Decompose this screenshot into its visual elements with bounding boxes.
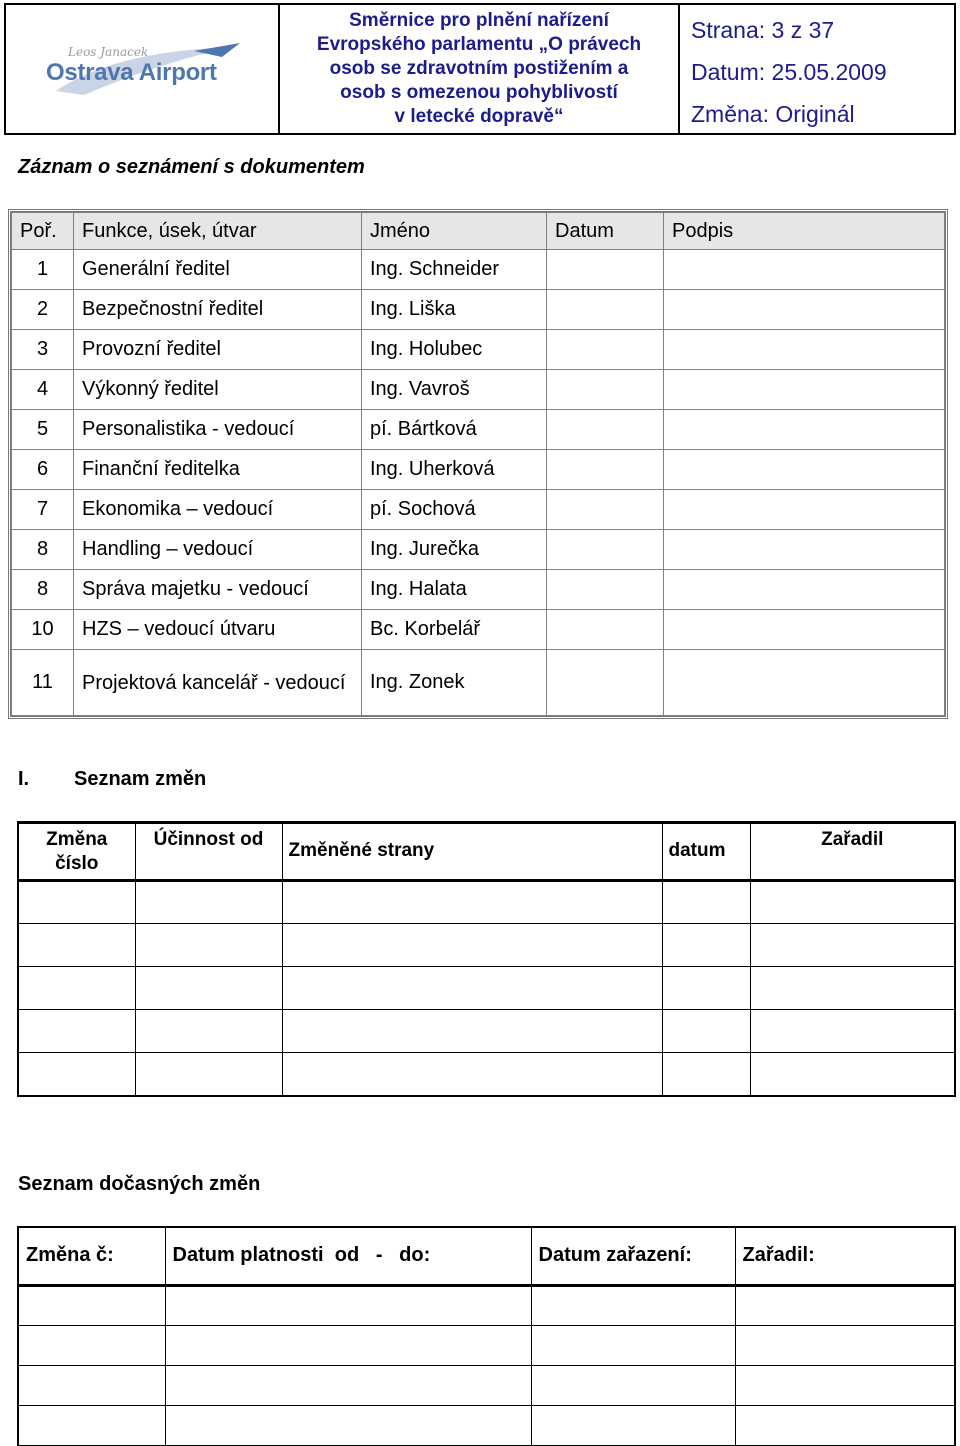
- empty-cell: [662, 1010, 750, 1053]
- signature-cell: [664, 250, 945, 290]
- document-title: [280, 5, 680, 133]
- empty-cell: [662, 881, 750, 924]
- row-number: 3: [12, 330, 74, 370]
- title-line: osob se zdravotním postižením a: [329, 58, 629, 79]
- empty-cell: [282, 881, 662, 924]
- table-row: [18, 1053, 955, 1096]
- empty-cell: [18, 1010, 135, 1053]
- table-row: [18, 1405, 955, 1445]
- empty-cell: [735, 1405, 955, 1445]
- name-cell: Ing. Zonek: [362, 650, 547, 716]
- date-cell: [547, 330, 664, 370]
- title-line: Směrnice pro plnění nařízení: [349, 10, 609, 31]
- date-cell: [547, 370, 664, 410]
- empty-cell: [18, 1405, 165, 1445]
- table-row: [12, 570, 945, 610]
- role-cell: Výkonný ředitel: [74, 370, 362, 410]
- empty-cell: [165, 1405, 531, 1445]
- empty-cell: [735, 1285, 955, 1325]
- date-cell: [547, 530, 664, 570]
- table-row: [18, 1010, 955, 1053]
- name-cell: Ing. Vavroš: [362, 370, 547, 410]
- table-row: [12, 410, 945, 450]
- table-row: [12, 370, 945, 410]
- signature-cell: [664, 530, 945, 570]
- empty-cell: [662, 1053, 750, 1096]
- empty-cell: [662, 924, 750, 967]
- column-header: datum: [662, 823, 750, 881]
- empty-cell: [135, 924, 282, 967]
- table-header-row: [18, 823, 955, 881]
- signature-cell: [664, 610, 945, 650]
- empty-cell: [18, 924, 135, 967]
- signature-cell: [664, 570, 945, 610]
- column-header: Změněné strany: [282, 823, 662, 881]
- row-number: 10: [12, 610, 74, 650]
- table-row: [12, 290, 945, 330]
- page-number: Strana: 3 z 37: [691, 17, 835, 43]
- row-number: 6: [12, 450, 74, 490]
- name-cell: Ing. Halata: [362, 570, 547, 610]
- empty-cell: [750, 967, 955, 1010]
- role-cell: Handling – vedoucí: [74, 530, 362, 570]
- document-date: Datum: 25.05.2009: [691, 59, 887, 85]
- row-number: 2: [12, 290, 74, 330]
- signature-cell: [664, 650, 945, 716]
- row-number: 7: [12, 490, 74, 530]
- column-header: Zařadil: [750, 823, 955, 881]
- table-row: [18, 967, 955, 1010]
- table-header-row: [18, 1227, 955, 1285]
- role-cell: Personalistika - vedoucí: [74, 410, 362, 450]
- name-cell: Ing. Holubec: [362, 330, 547, 370]
- date-cell: [547, 290, 664, 330]
- empty-cell: [18, 1285, 165, 1325]
- role-cell: Projektová kancelář - vedoucí: [74, 650, 362, 716]
- role-cell: Bezpečnostní ředitel: [74, 290, 362, 330]
- table-row: [12, 450, 945, 490]
- signature-cell: [664, 290, 945, 330]
- document-header: [4, 3, 956, 135]
- changes-table: [17, 821, 956, 1097]
- empty-cell: [18, 881, 135, 924]
- table-row: [12, 250, 945, 290]
- date-cell: [547, 410, 664, 450]
- empty-cell: [165, 1325, 531, 1365]
- column-header: Poř.: [12, 213, 74, 250]
- empty-cell: [135, 1053, 282, 1096]
- column-header: Datum zařazení:: [531, 1227, 735, 1285]
- date-cell: [547, 450, 664, 490]
- name-cell: Ing. Jurečka: [362, 530, 547, 570]
- logo-signature: Leos Janacek: [68, 45, 149, 59]
- temporary-changes-heading: Seznam dočasných změn: [18, 1173, 261, 1195]
- table-header-row: [12, 213, 945, 250]
- empty-cell: [750, 924, 955, 967]
- column-header: Podpis: [664, 213, 945, 250]
- table-row: [12, 530, 945, 570]
- empty-cell: [282, 1053, 662, 1096]
- date-cell: [547, 650, 664, 716]
- title-line: osob s omezenou pohyblivostí: [340, 82, 618, 103]
- signature-cell: [664, 490, 945, 530]
- date-cell: [547, 490, 664, 530]
- row-number: 8: [12, 530, 74, 570]
- table-row: [12, 490, 945, 530]
- name-cell: Ing. Uherková: [362, 450, 547, 490]
- column-header: Účinnost od: [135, 823, 282, 881]
- date-cell: [547, 570, 664, 610]
- column-header: Jméno: [362, 213, 547, 250]
- empty-cell: [18, 1325, 165, 1365]
- role-cell: Ekonomika – vedoucí: [74, 490, 362, 530]
- empty-cell: [18, 1365, 165, 1405]
- empty-cell: [282, 1010, 662, 1053]
- row-number: 1: [12, 250, 74, 290]
- empty-cell: [165, 1285, 531, 1325]
- name-cell: Ing. Schneider: [362, 250, 547, 290]
- empty-cell: [531, 1405, 735, 1445]
- empty-cell: [135, 1010, 282, 1053]
- column-header-change-number: [18, 823, 135, 881]
- title-line: v letecké dopravě“: [394, 106, 564, 127]
- name-cell: pí. Bártková: [362, 410, 547, 450]
- table-row: [18, 1365, 955, 1405]
- signature-cell: [664, 330, 945, 370]
- empty-cell: [750, 1053, 955, 1096]
- signature-cell: [664, 370, 945, 410]
- title-line: Evropského parlamentu „O právech: [316, 34, 642, 55]
- column-header: Změna č:: [18, 1227, 165, 1285]
- empty-cell: [750, 881, 955, 924]
- section-number: I.: [18, 768, 30, 790]
- empty-cell: [282, 924, 662, 967]
- row-number: 8: [12, 570, 74, 610]
- column-header: Funkce, úsek, útvar: [74, 213, 362, 250]
- table-row: [18, 881, 955, 924]
- empty-cell: [165, 1365, 531, 1405]
- empty-cell: [750, 1010, 955, 1053]
- row-number: 5: [12, 410, 74, 450]
- empty-cell: [531, 1365, 735, 1405]
- changes-heading: [18, 768, 206, 791]
- table-row: [18, 924, 955, 967]
- date-cell: [547, 610, 664, 650]
- empty-cell: [282, 967, 662, 1010]
- header-line: Změna: [46, 829, 108, 850]
- column-header: Zařadil:: [735, 1227, 955, 1285]
- role-cell: HZS – vedoucí útvaru: [74, 610, 362, 650]
- row-number: 4: [12, 370, 74, 410]
- role-cell: Generální ředitel: [74, 250, 362, 290]
- acknowledgement-table: [8, 209, 948, 719]
- empty-cell: [135, 881, 282, 924]
- row-number: 11: [12, 650, 74, 716]
- name-cell: pí. Sochová: [362, 490, 547, 530]
- signature-cell: [664, 450, 945, 490]
- empty-cell: [735, 1365, 955, 1405]
- empty-cell: [18, 1053, 135, 1096]
- role-cell: Správa majetku - vedoucí: [74, 570, 362, 610]
- column-header: Datum platnosti od - do:: [165, 1227, 531, 1285]
- role-cell: Provozní ředitel: [74, 330, 362, 370]
- table-row: [18, 1325, 955, 1365]
- temporary-changes-table: [17, 1226, 956, 1446]
- empty-cell: [135, 967, 282, 1010]
- logo-wordmark: Ostrava Airport: [46, 59, 217, 86]
- document-meta: [680, 5, 954, 133]
- name-cell: Bc. Korbelář: [362, 610, 547, 650]
- column-header: Datum: [547, 213, 664, 250]
- section-title: Seznam změn: [74, 768, 207, 790]
- header-line: číslo: [55, 853, 99, 874]
- signature-cell: [664, 410, 945, 450]
- table-row: [12, 610, 945, 650]
- role-cell: Finanční ředitelka: [74, 450, 362, 490]
- revision-label: Změna: Originál: [691, 101, 855, 127]
- acknowledgement-heading: Záznam o seznámení s dokumentem: [18, 156, 365, 178]
- date-cell: [547, 250, 664, 290]
- empty-cell: [531, 1325, 735, 1365]
- logo-area: [6, 5, 280, 133]
- table-row: [12, 650, 945, 716]
- table-row: [12, 330, 945, 370]
- empty-cell: [735, 1325, 955, 1365]
- empty-cell: [662, 967, 750, 1010]
- table-row: [18, 1285, 955, 1325]
- empty-cell: [18, 967, 135, 1010]
- name-cell: Ing. Liška: [362, 290, 547, 330]
- empty-cell: [531, 1285, 735, 1325]
